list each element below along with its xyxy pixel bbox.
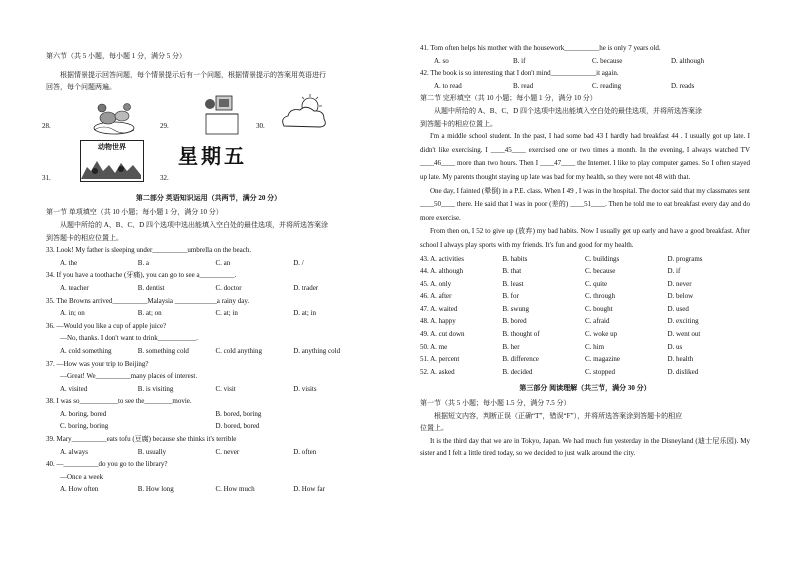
- option: 45. A. only: [420, 279, 452, 288]
- option: B. bored, boring: [215, 409, 262, 418]
- option: C. cold anything: [215, 346, 262, 355]
- cloze-options-row: [420, 265, 750, 278]
- option: A. boring, bored: [60, 409, 107, 418]
- question-40-reply: —Once a week: [60, 472, 104, 481]
- question-38-options-row1: [46, 408, 371, 421]
- sun-cloud-picture: [278, 94, 330, 132]
- computer-desk-picture: [202, 92, 244, 136]
- option: A. visited: [60, 384, 88, 393]
- option: C. quite: [585, 279, 608, 288]
- pic-label-30: 30.: [256, 121, 265, 130]
- option: D. disliked: [667, 367, 699, 376]
- part3-title: 第三部分 阅读理解（共三节，满分 30 分）: [519, 384, 651, 393]
- cloze-options-row: [420, 253, 750, 266]
- question-41: 41. Tom often helps his mother with the housework__________he is only 7 years old.: [420, 44, 661, 52]
- option: 46. A. after: [420, 292, 452, 301]
- option: 49. A. cut down: [420, 330, 465, 339]
- question-36: 36. —Would you like a cup of apple juice?: [46, 321, 167, 330]
- question-33-options: [46, 257, 371, 270]
- option: C. at; in: [215, 309, 238, 318]
- option: A. always: [60, 447, 88, 456]
- option: D. at; in: [293, 309, 316, 318]
- question-35: 35. The Browns arrived__________Malaysia ____________a rainy day.: [46, 296, 250, 305]
- cloze-options: [420, 253, 750, 379]
- left-column: [42, 0, 371, 496]
- part2-title: 第二部分 英语知识运用（共两节，满分 20 分）: [135, 193, 282, 202]
- picture-row-1: [42, 94, 371, 138]
- question-34: 34. If you have a toothache (牙痛), you can go to see a__________.: [46, 271, 237, 280]
- cloze-options-row: [420, 366, 750, 379]
- cloze-options-row: [420, 315, 750, 328]
- option: D. although: [671, 56, 705, 65]
- section2-instruction-cont: 到答题卡的相应位置上。: [420, 119, 497, 128]
- option: C. because: [592, 56, 623, 65]
- option: C. through: [585, 292, 615, 301]
- pic-label-32: 32.: [160, 173, 169, 182]
- option: B. a: [137, 258, 150, 267]
- option: 43. A. activities: [420, 254, 464, 263]
- section3-heading: 第一节（共 5 小题；每小题 1.5 分，满分 7.5 分）: [420, 399, 571, 408]
- option: B. if: [513, 56, 526, 65]
- option: B. bored: [502, 317, 527, 326]
- option: C. magazine: [585, 355, 620, 364]
- option: A. so: [434, 56, 449, 65]
- option: B. habits: [502, 254, 528, 263]
- option: B. dentist: [137, 283, 165, 292]
- option: C. boring, boring: [60, 422, 109, 431]
- cloze-paragraph-1: I'm a middle school student. In the past, I had some bad 43 I hardly had breakfast 44 . I usually got up late. I didn't like exercising. I ____45____ exercised one or two times a month. In the evening, I always watched TV ____46____ more than two hours. Then I ____47____ the Internet. I like to play computer games. So I often stayed up late. My parents thought staying up late was bad for my health, so they were not 48 with that.: [420, 132, 750, 181]
- option: A. in; on: [60, 309, 85, 318]
- option: A. to read: [434, 81, 462, 90]
- option: B. is visiting: [137, 384, 174, 393]
- question-40: 40. —__________do you go to the library?: [46, 460, 168, 469]
- option: 50. A. me: [420, 342, 448, 351]
- cloze-paragraph-2: One day, I fainted (晕倒) in a P.E. class. When I 49 , I was in the hospital. The doctor said that my classmates sent ____50____ there. He said that I was in poor (差的) ____51____. Then he told me to eat breakfast every day and do more exercise.: [420, 186, 750, 222]
- cloze-options-row: [420, 303, 750, 316]
- cloze-options-row: [420, 328, 750, 341]
- question-37-options: [46, 383, 371, 396]
- option: C. buildings: [585, 254, 620, 263]
- option: D. never: [667, 279, 692, 288]
- option: C. an: [215, 258, 231, 267]
- option: B. read: [513, 81, 534, 90]
- option: D. visits: [293, 384, 317, 393]
- option: B. for: [502, 292, 519, 301]
- option: A. teacher: [60, 283, 89, 292]
- section2-heading: 第二节 完形填空（共 10 小题；每小题 1 分，满分 10 分）: [420, 94, 597, 103]
- reading-paragraph-1: It is the third day that we are in Tokyo, Japan. We had much fun yesterday in the Disneyland (迪士尼乐园). My sister and I felt a little tired today, so we decided to just walk around the city.: [420, 436, 750, 458]
- question-39-options: [46, 446, 371, 459]
- option: B. difference: [502, 355, 539, 364]
- section1-heading: 第一节 单项填空（共 10 小题；每小题 1 分，满分 10 分）: [46, 208, 223, 217]
- section6-instruction-cont: 回答，每个问题两遍。: [46, 83, 116, 92]
- option: D. us: [667, 342, 683, 351]
- section6-heading: 第六节（共 5 小题，每小题 1 分，满分 5 分）: [46, 52, 186, 60]
- option: B. thought of: [502, 330, 540, 339]
- option: A. the: [60, 258, 78, 267]
- option: C. because: [585, 267, 616, 276]
- option: C. How much: [215, 485, 255, 494]
- cloze-options-row: [420, 278, 750, 291]
- option: D. health: [667, 355, 694, 364]
- section1-instruction-cont: 到答题卡的相应位置上。: [46, 233, 123, 242]
- friday-picture: 星期五: [178, 143, 247, 168]
- zoo-sign-text: 动物世界: [98, 142, 126, 151]
- option: D. used: [667, 304, 689, 313]
- option: B. decided: [502, 367, 533, 376]
- ducks-picture: [90, 94, 136, 136]
- section1-instruction: 从题中所给的 A、B、C、D 四个选项中选出能填入空白处的最佳选项，并将所选答案涂: [60, 220, 328, 229]
- question-42-options: [420, 80, 750, 93]
- question-38: 38. I was so___________to see the________movie.: [46, 397, 192, 406]
- option: C. visit: [215, 384, 236, 393]
- option: A. cold something: [60, 346, 112, 355]
- option: D. below: [667, 292, 694, 301]
- question-33: 33. Look! My father is sleeping under__________umbrella on the beach.: [46, 246, 252, 255]
- question-41-options: [420, 55, 750, 68]
- option: B. usually: [137, 447, 167, 456]
- cloze-options-row: [420, 290, 750, 303]
- question-36-reply: —No, thanks. I don't want to drink___________.: [60, 334, 198, 343]
- option: C. him: [585, 342, 605, 351]
- option: C. stopped: [585, 367, 615, 376]
- question-35-options: [46, 307, 371, 320]
- option: B. something cold: [137, 346, 189, 355]
- cloze-paragraph-3: From then on, I 52 to give up (放弃) my bad habits. Now I usually get up early and have a good breakfast. After school I always play sports with my friends. It's fun and good for my health.: [420, 227, 750, 249]
- option: C. woke up: [585, 330, 618, 339]
- zoo-picture: [80, 140, 144, 182]
- question-39: 39. Mary__________eats tofu (豆腐) because she thinks it's terrible: [46, 435, 237, 444]
- question-42: 42. The book is so interesting that I don't mind_____________it again.: [420, 69, 619, 78]
- option: D. exciting: [667, 317, 699, 326]
- option: B. How long: [137, 485, 174, 494]
- section6-instruction: 根据情景提示回答问题，每个情景提示后有一个问题，根据情景提示的答案用英语进行: [60, 70, 326, 79]
- animals-icon: [81, 153, 141, 179]
- pic-label-31: 31.: [42, 173, 51, 182]
- option: B. at; on: [137, 309, 162, 318]
- option: D. How far: [293, 485, 325, 494]
- section3-instruction: 根据短文内容，判断正误（正确“T”，错误“F”），并将所选答案涂到答题卡的相应: [434, 411, 683, 420]
- question-34-options: [46, 282, 371, 295]
- option: C. bought: [585, 304, 613, 313]
- option: D. programs: [667, 254, 703, 263]
- option: 48. A. happy: [420, 317, 456, 326]
- question-40-options: [46, 483, 371, 496]
- cloze-options-row: [420, 341, 750, 354]
- section3-instruction-cont: 位置上。: [420, 424, 448, 433]
- right-column: [420, 0, 750, 460]
- option: D. /: [293, 258, 304, 267]
- option: D. went out: [667, 330, 701, 339]
- option: D. reads: [671, 81, 695, 90]
- option: 52. A. asked: [420, 367, 455, 376]
- question-36-options: [46, 345, 371, 358]
- option: C. reading: [592, 81, 622, 90]
- pic-label-28: 28.: [42, 121, 51, 130]
- option: D. if: [667, 267, 681, 276]
- option: 44. A. although: [420, 267, 464, 276]
- option: D. bored, bored: [215, 422, 260, 431]
- option: 47. A. waited: [420, 304, 458, 313]
- cloze-options-row: [420, 353, 750, 366]
- question-37-reply: —Great! We__________many places of interest.: [60, 372, 198, 381]
- option: D. often: [293, 447, 317, 456]
- option: B. that: [502, 267, 522, 276]
- option: B. least: [502, 279, 524, 288]
- question-37: 37. —How was your trip to Beijing?: [46, 359, 149, 368]
- option: C. never: [215, 447, 240, 456]
- option: B. swung: [502, 304, 529, 313]
- section2-instruction: 从题中所给的 A、B、C、D 四个选项中选出能填入空白处的最佳选项，并将所选答案涂: [434, 106, 702, 115]
- pic-label-29: 29.: [160, 121, 169, 130]
- option: D. anything cold: [293, 346, 341, 355]
- option: D. trader: [293, 283, 319, 292]
- option: A. How often: [60, 485, 99, 494]
- picture-row-2: [42, 138, 371, 184]
- question-38-options-row2: [46, 420, 371, 433]
- option: B. her: [502, 342, 520, 351]
- option: C. afraid: [585, 317, 610, 326]
- option: 51. A. percent: [420, 355, 460, 364]
- option: C. doctor: [215, 283, 242, 292]
